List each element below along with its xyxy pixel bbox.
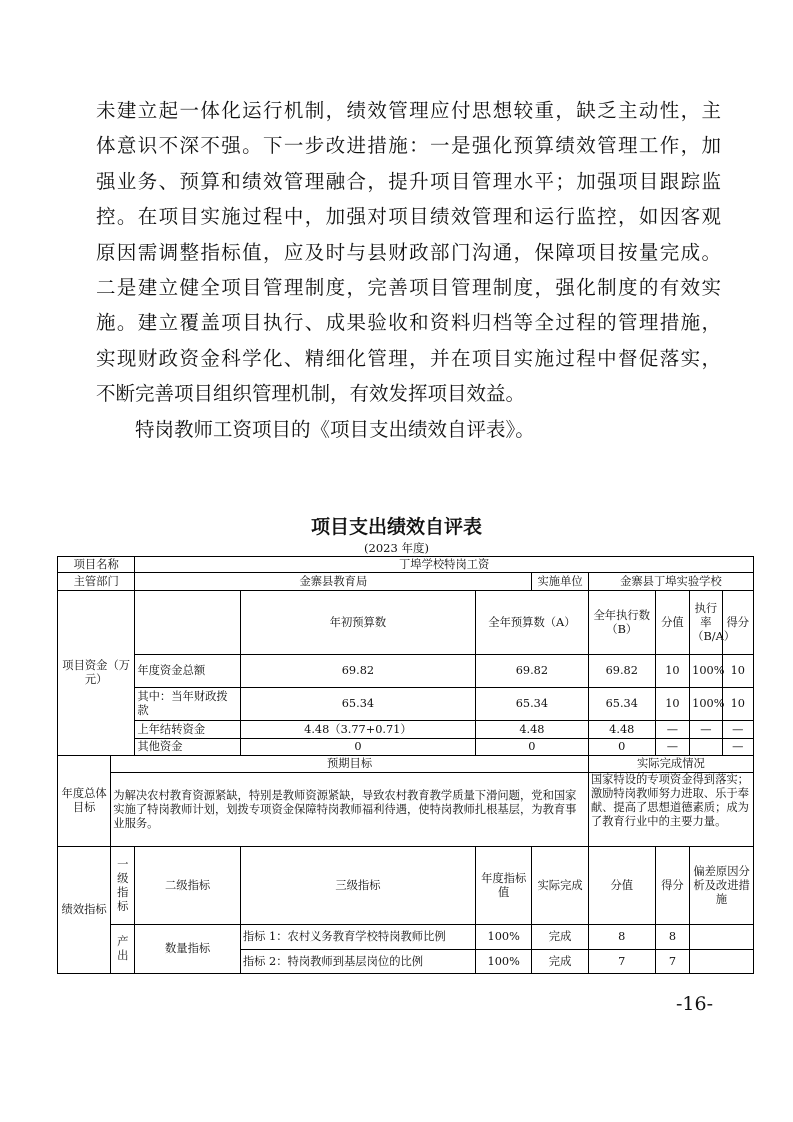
funds-row-annual: 69.82 [475,655,588,688]
funds-row-executed: 65.34 [588,688,655,721]
perf-level2: 数量指标 [135,925,241,974]
body-line: 未建立起一体化运行机制，绩效管理应付思想较重，缺乏主动性，主 [96,99,721,122]
funds-row-initial: 65.34 [240,688,475,721]
perf-label: 绩效指标 [58,847,111,974]
funds-row-annual: 0 [475,739,588,756]
perf-row-actual: 完成 [532,925,588,950]
table-row [58,721,754,739]
table-row [58,573,754,591]
performance-table [57,556,754,974]
actual-text: 国家特设的专项资金得到落实；激励特岗教师努力进取、乐于奉献、提高了思想道德素质；成为了教育行业中的主要力量。 [588,773,753,847]
funds-row-name: 其他资金 [135,739,241,756]
funds-row-annual: 4.48 [475,721,588,739]
perf-row-score: 7 [655,950,689,974]
funds-row-executed: 4.48 [588,721,655,739]
body-line: 施。建立覆盖项目执行、成果验收和资料归档等全过程的管理措施， [96,311,721,335]
funds-row-score: — [722,739,753,756]
dept: 金寨县教育局 [135,573,532,591]
perf-level1: 产出 [111,925,135,974]
unit: 金寨县丁埠实验学校 [588,573,753,591]
table-year: (2023 年度) [364,541,429,555]
funds-row-exec-rate: 100% [690,688,722,721]
unit-label: 实施单位 [532,573,588,591]
body-line: 特岗教师工资项目的《项目支出绩效自评表》。 [135,417,535,441]
table-row [58,655,754,688]
perf-row-level3: 指标 2：特岗教师到基层岗位的比例 [240,950,475,974]
perf-header-level3: 三级指标 [240,847,475,925]
perf-row-score-value: 8 [588,925,655,950]
perf-header-actual: 实际完成 [532,847,588,925]
funds-row-initial: 4.48（3.77+0.71） [240,721,475,739]
funds-header-score-value: 分值 [655,591,689,655]
dept-label: 主管部门 [58,573,135,591]
funds-corner [135,591,241,655]
funds-header-annual: 全年预算数（A） [475,591,588,655]
funds-row-exec-rate: — [690,721,722,739]
table-row [58,591,754,655]
table-row [58,756,754,773]
funds-row-annual: 65.34 [475,688,588,721]
perf-header-score: 得分 [655,847,689,925]
perf-row-deviation [690,925,754,950]
expected-label: 预期目标 [111,756,589,773]
table-row [58,847,754,925]
funds-row-name: 其中：当年财政拨款 [135,688,241,721]
funds-row-initial: 69.82 [240,655,475,688]
funds-header-executed: 全年执行数（B） [588,591,655,655]
body-line: 不断完善项目组织管理机制，有效发挥项目效益。 [96,382,526,406]
perf-row-deviation [690,950,754,974]
funds-header-score: 得分 [722,591,753,655]
funds-row-name: 年度资金总额 [135,655,241,688]
funds-row-score: — [722,721,753,739]
funds-row-score-value: 10 [655,688,689,721]
body-line: 原因需调整指标值，应及时与县财政部门沟通，保障项目按量完成。 [96,240,721,264]
goals-label: 年度总体目标 [58,756,111,847]
perf-header-level2: 二级指标 [135,847,241,925]
perf-header-score-value: 分值 [588,847,655,925]
perf-row-score: 8 [655,925,689,950]
funds-row-initial: 0 [240,739,475,756]
body-paragraph [96,93,721,447]
funds-row-score-value: — [655,721,689,739]
page-number: -16- [676,993,714,1015]
perf-row-target: 100% [475,950,531,974]
table-row [58,557,754,573]
expected-text: 为解决农村教育资源紧缺，特别是教师资源紧缺，导致农村教育教学质量下滑问题，党和国家实施了特岗教师计划，划拨专项资金保障特岗教师福利待遇，使特岗教师扎根基层，为教育事业服务。 [111,773,589,847]
perf-row-level3: 指标 1：农村义务教育学校特岗教师比例 [240,925,475,950]
funds-row-executed: 69.82 [588,655,655,688]
perf-header-target: 年度指标值 [475,847,531,925]
funds-header-initial: 年初预算数 [240,591,475,655]
table-row [58,688,754,721]
project-name: 丁埠学校特岗工资 [135,557,754,573]
table-row [58,773,754,847]
funds-label: 项目资金（万元） [58,591,135,756]
perf-header-level1: 一级指标 [111,847,135,925]
funds-row-exec-rate [690,739,722,756]
project-name-label: 项目名称 [58,557,135,573]
table-row [58,925,754,950]
funds-row-score: 10 [722,655,753,688]
funds-row-score-value: — [655,739,689,756]
body-line: 强业务、预算和绩效管理融合，提升项目管理水平；加强项目跟踪监 [96,169,721,193]
funds-row-score: 10 [722,688,753,721]
perf-header-deviation: 偏差原因分析及改进措施 [690,847,754,925]
funds-header-exec-rate: 执行率（B/A） [690,591,722,655]
body-line: 二是建立健全项目管理制度，完善项目管理制度，强化制度的有效实 [96,275,721,299]
perf-row-score-value: 7 [588,950,655,974]
perf-row-actual: 完成 [532,950,588,974]
perf-row-target: 100% [475,925,531,950]
funds-row-score-value: 10 [655,655,689,688]
actual-label: 实际完成情况 [588,756,753,773]
body-line: 体意识不深不强。下一步改进措施：一是强化预算绩效管理工作，加 [96,134,721,158]
funds-row-executed: 0 [588,739,655,756]
table-title: 项目支出绩效自评表 [310,516,482,538]
funds-row-name: 上年结转资金 [135,721,241,739]
funds-row-exec-rate: 100% [690,655,722,688]
table-row [58,739,754,756]
body-line: 实现财政资金科学化、精细化管理，并在项目实施过程中督促落实， [96,346,721,370]
body-line: 控。在项目实施过程中，加强对项目绩效管理和运行监控，如因客观 [96,205,721,229]
